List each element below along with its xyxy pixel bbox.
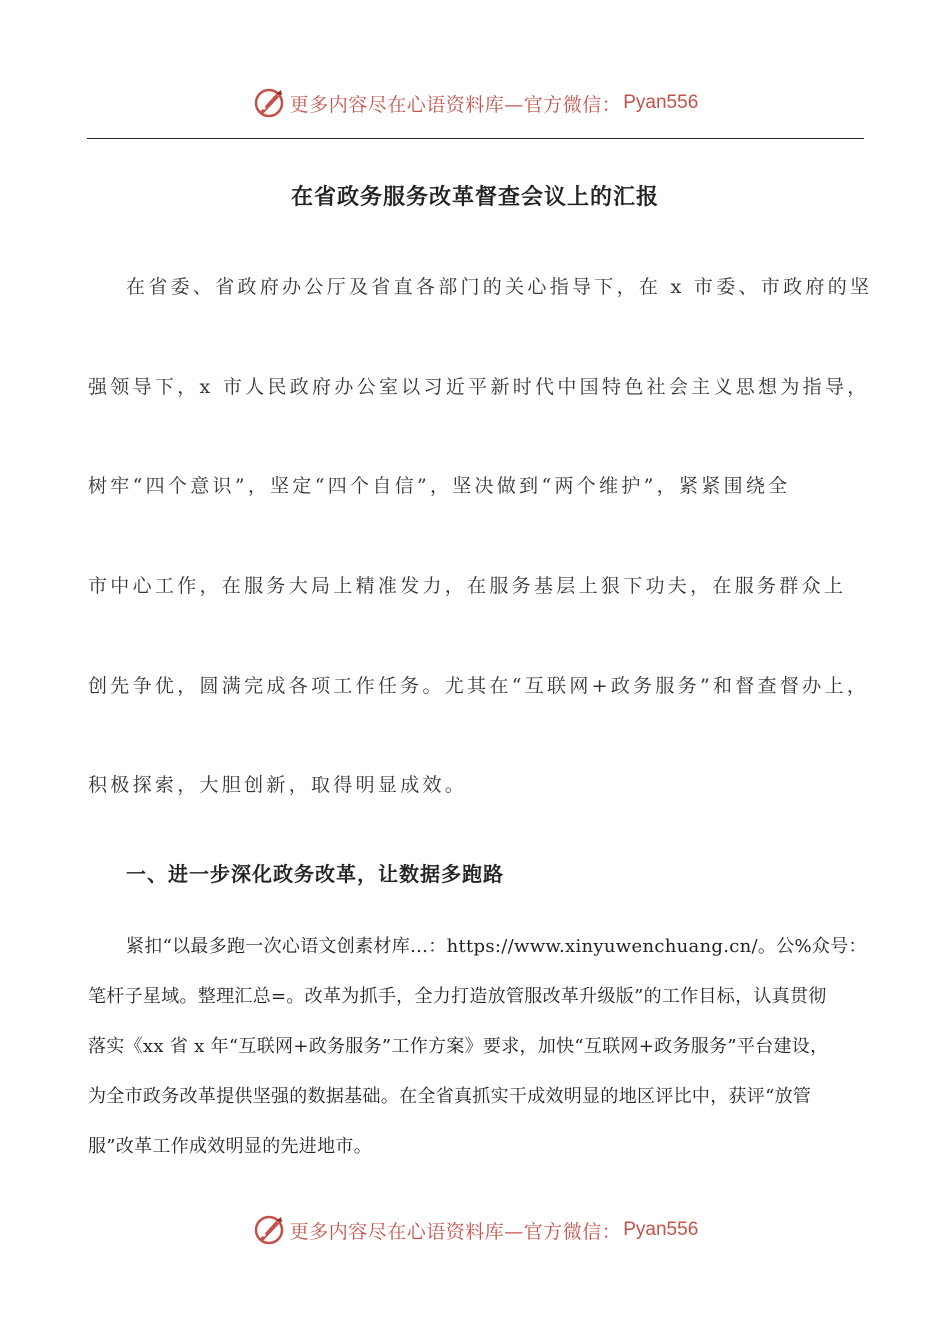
section1-line-2: 笔杆子星域。整理汇总=。改革为抓手，全力打造放管服改革升级版”的工作目标，认真贯彻 <box>88 986 827 1007</box>
banner-text: 更多内容尽在心语资料库—官方微信： <box>289 1220 622 1243</box>
intro-line-1: 在省委、省政府办公厅及省直各部门的关心指导下，在 x 市委、市政府的坚 <box>126 276 873 298</box>
header-divider <box>87 138 864 139</box>
section-heading-1: 一、进一步深化政务改革，让数据多跑路 <box>126 862 504 886</box>
section1-line-1: 紧扣“以最多跑一次心语文创素材库…：https://www.xinyuwenchuang.cn/。公%众号： <box>126 936 867 957</box>
banner-account: Pyan556 <box>623 92 699 113</box>
banner-text: 更多内容尽在心语资料库—官方微信： <box>289 93 622 116</box>
intro-line-4: 市中心工作，在服务大局上精准发力，在服务基层上狠下功夫，在服务群众上 <box>88 575 847 597</box>
document-title: 在省政务服务改革督查会议上的汇报 <box>290 184 659 210</box>
quill-logo-icon <box>252 86 286 120</box>
section1-line-3: 落实《xx 省 x 年“互联网+政务服务”工作方案》要求，加快“互联网+政务服务”平台建设， <box>88 1036 829 1057</box>
banner-account: Pyan556 <box>623 1219 699 1240</box>
header-watermark-banner <box>0 83 950 123</box>
intro-line-2: 强领导下，x 市人民政府办公室以习近平新时代中国特色社会主义思想为指导， <box>88 376 870 398</box>
quill-logo-icon <box>252 1213 286 1247</box>
section1-line-4: 为全市政务改革提供坚强的数据基础。在全省真抓实干成效明显的地区评比中，获评“放管 <box>88 1086 812 1107</box>
section1-line-5: 服”改革工作成效明显的先进地市。 <box>88 1136 373 1157</box>
intro-line-3: 树牢“四个意识”，坚定“四个自信”，坚决做到“两个维护”，紧紧围绕全 <box>88 475 791 497</box>
intro-line-6: 积极探索，大胆创新，取得明显成效。 <box>88 774 468 796</box>
intro-line-5: 创先争优，圆满完成各项工作任务。尤其在“互联网+政务服务”和督查督办上， <box>88 675 870 697</box>
footer-watermark-banner <box>0 1210 950 1250</box>
